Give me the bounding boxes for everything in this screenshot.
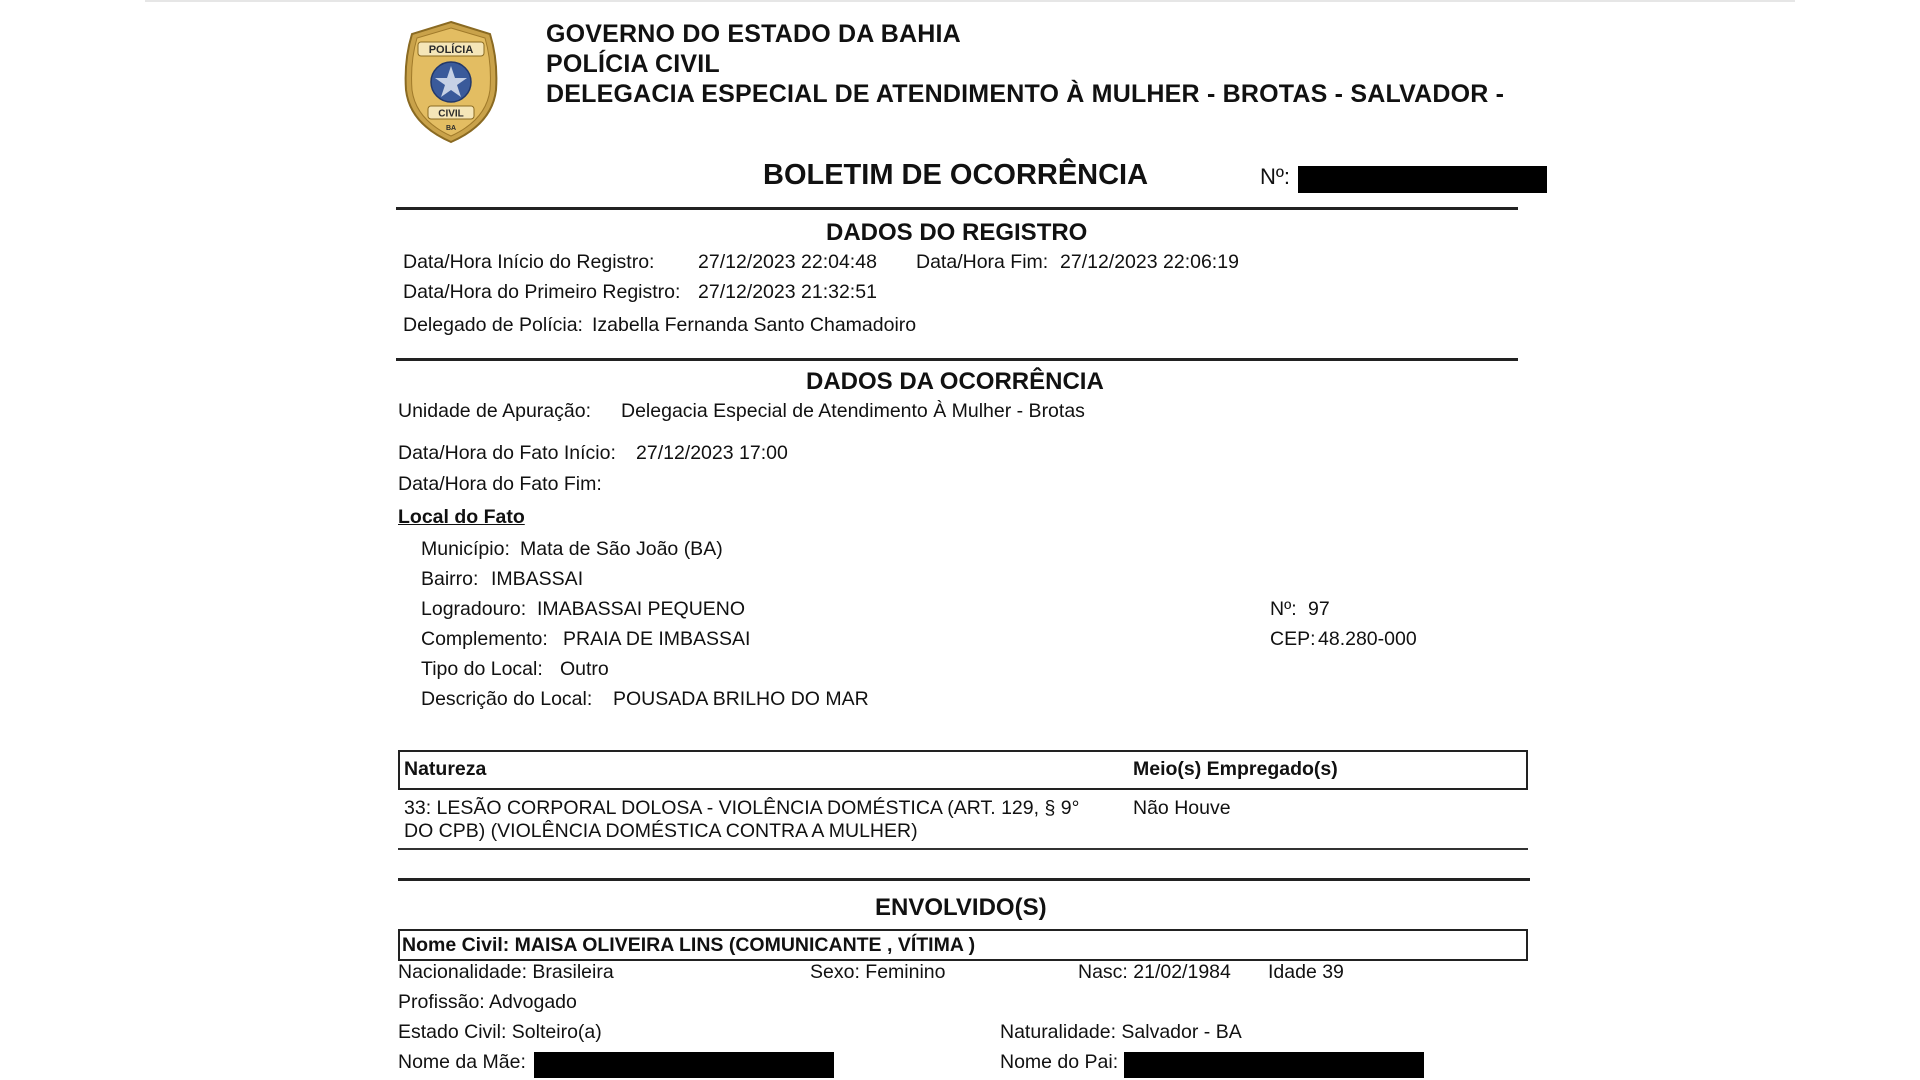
idade: Idade 39	[1268, 961, 1344, 983]
meio-column-header: Meio(s) Empregado(s)	[1133, 758, 1338, 780]
complemento-value: PRAIA DE IMBASSAI	[563, 628, 751, 650]
nome-mae-label: Nome da Mãe:	[398, 1051, 526, 1073]
delegado-value: Izabella Fernanda Santo Chamadoiro	[592, 314, 917, 336]
unidade-value: Delegacia Especial de Atendimento À Mulher - Brotas	[621, 400, 1085, 422]
badge-top-text: POLÍCIA	[428, 44, 474, 56]
section-heading-envolvidos: ENVOLVIDO(S)	[875, 894, 1047, 921]
table-bottom-rule	[398, 848, 1528, 850]
municipio-value: Mata de São João (BA)	[520, 538, 723, 560]
unidade-label: Unidade de Apuração:	[398, 400, 591, 422]
estado-civil: Estado Civil: Solteiro(a)	[398, 1021, 602, 1043]
naturalidade: Naturalidade: Salvador - BA	[1000, 1021, 1242, 1043]
cep-label: CEP:	[1270, 628, 1316, 650]
registro-fim-label: Data/Hora Fim:	[916, 251, 1049, 273]
fato-fim-label: Data/Hora do Fato Fim:	[398, 473, 602, 495]
section-heading-registro: DADOS DO REGISTRO	[826, 219, 1088, 246]
registro-inicio-value: 27/12/2023 22:04:48	[698, 251, 877, 273]
document-title: BOLETIM DE OCORRÊNCIA	[763, 159, 1149, 191]
redacted-mother-name	[534, 1052, 834, 1078]
sexo: Sexo: Feminino	[810, 961, 946, 983]
natureza-column-header: Natureza	[404, 758, 487, 780]
logradouro-label: Logradouro:	[421, 598, 527, 620]
natureza-table-header	[398, 750, 1528, 790]
nome-pai-label: Nome do Pai:	[1000, 1051, 1119, 1073]
redacted-father-name	[1124, 1052, 1424, 1078]
fato-inicio-value: 27/12/2023 17:00	[636, 442, 788, 464]
header-delegacia: DELEGACIA ESPECIAL DE ATENDIMENTO À MULHER - BROTAS - SALVADOR -	[546, 80, 1505, 108]
descricao-local-value: POUSADA BRILHO DO MAR	[613, 688, 869, 710]
meio-row-value: Não Houve	[1133, 797, 1231, 819]
divider	[396, 358, 1518, 361]
logradouro-value: IMABASSAI PEQUENO	[537, 598, 746, 620]
bairro-label: Bairro:	[421, 568, 479, 590]
registro-inicio-label: Data/Hora Início do Registro:	[403, 251, 655, 273]
divider	[398, 878, 1530, 881]
redacted-document-number	[1298, 166, 1547, 193]
bairro-value: IMBASSAI	[491, 568, 584, 590]
tipo-local-value: Outro	[560, 658, 609, 680]
delegado-label: Delegado de Polícia:	[403, 314, 583, 336]
badge-mid-text: CIVIL	[438, 108, 464, 120]
numero-value: 97	[1308, 598, 1330, 620]
registro-fim-value: 27/12/2023 22:06:19	[1060, 251, 1239, 273]
natureza-row-line1: 33: LESÃO CORPORAL DOLOSA - VIOLÊNCIA DOMÉSTICA (ART. 129, § 9°	[404, 797, 1080, 819]
registro-primeiro-label: Data/Hora do Primeiro Registro:	[403, 281, 681, 303]
police-badge-logo	[402, 20, 500, 144]
registro-primeiro-value: 27/12/2023 21:32:51	[698, 281, 877, 303]
page-top-edge	[145, 0, 1795, 2]
profissao: Profissão: Advogado	[398, 991, 577, 1013]
badge-bottom-text: BA	[445, 125, 457, 132]
nome-civil: Nome Civil: MAISA OLIVEIRA LINS (COMUNICANTE , VÍTIMA )	[402, 934, 976, 956]
fato-inicio-label: Data/Hora do Fato Início:	[398, 442, 616, 464]
nascimento: Nasc: 21/02/1984	[1078, 961, 1231, 983]
complemento-label: Complemento:	[421, 628, 548, 650]
natureza-row-line2: DO CPB) (VIOLÊNCIA DOMÉSTICA CONTRA A MULHER)	[404, 820, 918, 842]
divider	[396, 207, 1518, 210]
local-do-fato-heading: Local do Fato	[398, 506, 525, 528]
document-number-label: Nº:	[1260, 164, 1291, 189]
municipio-label: Município:	[421, 538, 510, 560]
section-heading-ocorrencia: DADOS DA OCORRÊNCIA	[806, 368, 1104, 395]
cep-value: 48.280-000	[1318, 628, 1417, 650]
header-police: POLÍCIA CIVIL	[546, 50, 720, 78]
nacionalidade: Nacionalidade: Brasileira	[398, 961, 614, 983]
header-government: GOVERNO DO ESTADO DA BAHIA	[546, 20, 961, 48]
numero-label: Nº:	[1270, 598, 1297, 620]
descricao-local-label: Descrição do Local:	[421, 688, 593, 710]
tipo-local-label: Tipo do Local:	[421, 658, 543, 680]
